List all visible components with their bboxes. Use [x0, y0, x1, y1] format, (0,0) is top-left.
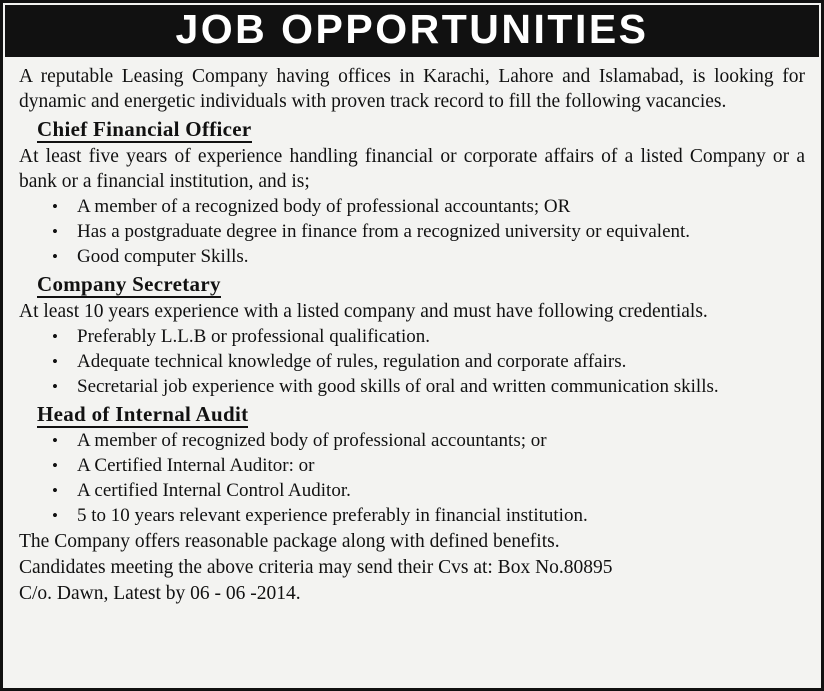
list-item-text: A certified Internal Control Auditor. — [77, 480, 351, 502]
position-requirements-chief-financial-officer — [19, 194, 805, 269]
page-title: JOB OPPORTUNITIES — [175, 6, 649, 52]
bullet-icon: • — [52, 506, 58, 526]
list-item-text: Preferably L.L.B or professional qualification. — [77, 326, 430, 348]
position-block-company-secretary — [19, 270, 805, 399]
position-title-chief-financial-officer: Chief Financial Officer — [37, 117, 252, 142]
list-item — [19, 194, 805, 219]
position-description-company-secretary: At least 10 years experience with a listed company and must have following credentials. — [19, 301, 708, 323]
list-item — [19, 349, 805, 374]
position-title-row — [19, 115, 805, 143]
position-requirements-company-secretary — [19, 324, 805, 399]
bullet-icon: • — [52, 481, 58, 501]
bullet-icon: • — [52, 431, 58, 451]
list-item — [19, 324, 805, 349]
list-item — [19, 374, 805, 399]
position-title-company-secretary: Company Secretary — [37, 272, 221, 297]
list-item — [19, 244, 805, 269]
list-item-text: Adequate technical knowledge of rules, regulation and corporate affairs. — [77, 351, 627, 373]
list-item-text: A member of recognized body of professional accountants; or — [77, 430, 547, 452]
list-item — [19, 219, 805, 244]
list-item-text: Good computer Skills. — [77, 246, 249, 268]
advertisement-body — [3, 57, 821, 606]
bullet-icon: • — [52, 327, 58, 347]
bullet-icon: • — [52, 247, 58, 267]
position-description-chief-financial-officer: At least five years of experience handling financial or corporate affairs of a listed Company or a bank or a financial institution, and is; — [19, 146, 805, 193]
position-title-head-of-internal-audit: Head of Internal Audit — [37, 402, 249, 427]
contact-line-1: Candidates meeting the above criteria may send their Cvs at: Box No.80895 — [19, 557, 613, 579]
list-item — [19, 503, 805, 528]
list-item — [19, 478, 805, 503]
list-item-text: A Certified Internal Auditor: or — [77, 455, 315, 477]
position-title-row — [19, 270, 805, 298]
position-title-row — [19, 400, 805, 428]
list-item-text: Secretarial job experience with good skills of oral and written communication skills. — [77, 376, 719, 398]
position-block-chief-financial-officer — [19, 115, 805, 269]
bullet-icon: • — [52, 352, 58, 372]
position-block-head-of-internal-audit — [19, 400, 805, 528]
list-item-text: A member of a recognized body of professional accountants; OR — [77, 196, 571, 218]
closing-statement: The Company offers reasonable package along with defined benefits. — [19, 531, 560, 553]
position-requirements-head-of-internal-audit — [19, 428, 805, 528]
bullet-icon: • — [52, 222, 58, 242]
list-item — [19, 453, 805, 478]
bullet-icon: • — [52, 377, 58, 397]
list-item-text: Has a postgraduate degree in finance from a recognized university or equivalent. — [77, 221, 691, 243]
bullet-icon: • — [52, 197, 58, 217]
bullet-icon: • — [52, 456, 58, 476]
contact-line-2: C/o. Dawn, Latest by 06 - 06 -2014. — [19, 583, 301, 605]
intro-paragraph: A reputable Leasing Company having offices in Karachi, Lahore and Islamabad, is looking for dynamic and energetic individuals with proven track record to fill the following vacancies. — [19, 66, 805, 113]
list-item-text: 5 to 10 years relevant experience preferably in financial institution. — [77, 505, 588, 527]
list-item — [19, 428, 805, 453]
advertisement-header — [5, 5, 819, 57]
